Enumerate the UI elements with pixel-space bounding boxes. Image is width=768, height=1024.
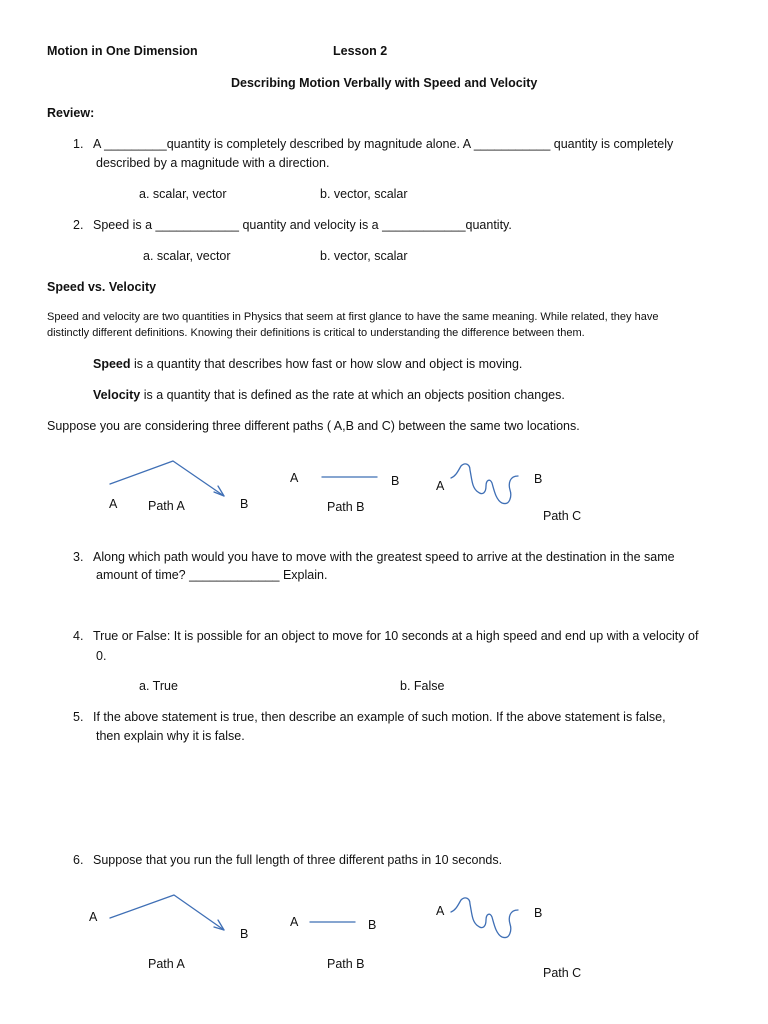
q4-line2: 0. [96, 649, 107, 663]
q6-text: Suppose that you run the full length of three different paths in 10 seconds. [93, 853, 503, 867]
q1-line1: A _________quantity is completely described by magnitude alone. A ___________ quantity is completely [93, 137, 674, 151]
section-heading: Speed vs. Velocity [47, 280, 157, 294]
path-c-start-label-2: A [436, 904, 445, 918]
path-b-caption-1: Path B [327, 500, 365, 514]
q5-line2: then explain why it is false. [96, 729, 245, 743]
speed-term: Speed [93, 357, 131, 371]
course-title: Motion in One Dimension [47, 44, 198, 58]
path-c-start-label-1: A [436, 479, 445, 493]
velocity-term: Velocity [93, 388, 141, 402]
q4-line1: True or False: It is possible for an object to move for 10 seconds at a high speed and end up with a velocity of [93, 629, 699, 643]
path-a-start-label-2: A [89, 910, 98, 924]
q3-line2: amount of time? _____________ Explain. [96, 568, 328, 582]
intro-line2: distinctly different definitions. Knowing their definitions is critical to understanding the difference between them. [47, 327, 585, 339]
intro-line1: Speed and velocity are two quantities in Physics that seem at first glance to have the same meaning. While related, they have [47, 311, 659, 323]
path-c-end-label-1: B [534, 472, 543, 486]
path-c-end-label-2: B [534, 906, 543, 920]
review-heading: Review: [47, 106, 95, 120]
q1-line2: described by a magnitude with a direction. [96, 156, 330, 170]
path-a-caption-1: Path A [148, 499, 185, 513]
q2-text: Speed is a ____________ quantity and velocity is a ____________quantity. [93, 218, 512, 232]
q3-line1: Along which path would you have to move with the greatest speed to arrive at the destination in the same [93, 550, 675, 564]
velocity-def-text: is a quantity that is defined as the rate at which an objects position changes. [140, 388, 565, 402]
q2-number: 2. [73, 218, 84, 232]
path-a-caption-2: Path A [148, 957, 185, 971]
q3-number: 3. [73, 550, 84, 564]
path-b-caption-2: Path B [327, 957, 365, 971]
q4-choice-b: b. False [400, 679, 445, 693]
q6-number: 6. [73, 853, 84, 867]
path-a-line-2 [110, 895, 224, 930]
path-b-start-label-2: A [290, 915, 299, 929]
path-b-end-label-1: B [391, 474, 400, 488]
q4-choice-a: a. True [139, 679, 178, 693]
q1-choice-b: b. vector, scalar [320, 187, 408, 201]
path-b-end-label-2: B [368, 918, 377, 932]
path-a-start-label-1: A [109, 497, 118, 511]
lesson-number: Lesson 2 [333, 44, 388, 58]
q5-line1: If the above statement is true, then describe an example of such motion. If the above statement is false, [93, 710, 666, 724]
path-c-line-2 [451, 898, 518, 938]
path-b-start-label-1: A [290, 471, 299, 485]
q1-number: 1. [73, 137, 84, 151]
path-c-caption-1: Path C [543, 509, 582, 523]
q1-choice-a: a. scalar, vector [139, 187, 227, 201]
path-c-caption-2: Path C [543, 966, 582, 980]
speed-def-text: is a quantity that describes how fast or how slow and object is moving. [130, 357, 523, 371]
path-a-end-label-2: B [240, 927, 249, 941]
path-a-end-label-1: B [240, 497, 249, 511]
page-title: Describing Motion Verbally with Speed and Velocity [231, 76, 538, 90]
q2-choice-b: b. vector, scalar [320, 249, 408, 263]
q2-choice-a: a. scalar, vector [143, 249, 231, 263]
q5-number: 5. [73, 710, 84, 724]
q4-number: 4. [73, 629, 84, 643]
paths-intro: Suppose you are considering three different paths ( A,B and C) between the same two locations. [47, 419, 580, 433]
